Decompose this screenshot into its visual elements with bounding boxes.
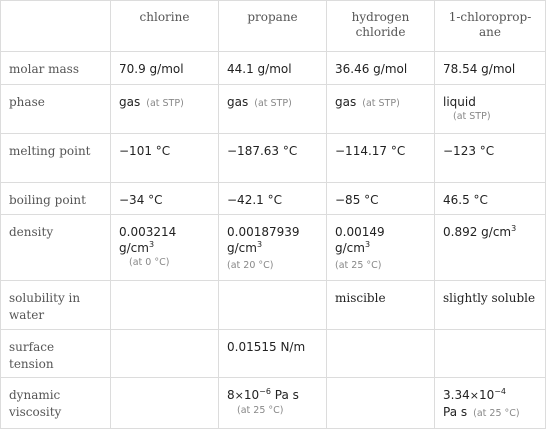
cell-value: 0.00187939 (227, 225, 300, 239)
table-cell (111, 85, 219, 134)
table-row (1, 85, 546, 134)
unit-exponent: 3 (148, 240, 155, 249)
table-cell: −123 °C (435, 134, 546, 183)
table-cell: 44.1 g/mol (219, 52, 327, 85)
table-cell (219, 378, 327, 429)
table-cell (219, 215, 327, 281)
unit-exponent: 3 (256, 240, 263, 249)
cell-value: 0.00149 (335, 225, 385, 239)
cell-mantissa: 3.34 (443, 388, 470, 402)
table-row (1, 215, 546, 281)
condition-note: (at STP) (453, 111, 491, 122)
condition-note: (at STP) (362, 98, 400, 109)
table-row (1, 378, 546, 429)
table-cell (111, 281, 219, 330)
table-cell: −42.1 °C (219, 183, 327, 215)
table-cell: 70.9 g/mol (111, 52, 219, 85)
cell-value: 0.003214 (119, 225, 177, 239)
table-cell: 78.54 g/mol (435, 52, 546, 85)
table-cell: 46.5 °C (435, 183, 546, 215)
table-cell: −101 °C (111, 134, 219, 183)
table-cell (435, 378, 546, 429)
table-cell: miscible (327, 281, 435, 330)
table-cell: slightly soluble (435, 281, 546, 330)
condition-note: (at STP) (146, 98, 184, 109)
table-cell (219, 281, 327, 330)
table-cell (435, 85, 546, 134)
cell-base: 10 (478, 388, 495, 402)
cell-unit: Pa s (443, 405, 468, 419)
table-row (1, 183, 546, 215)
times-sign: × (469, 389, 479, 402)
condition-note: (at 25 °C) (335, 260, 382, 271)
cell-mantissa: 8 (227, 388, 235, 402)
column-header-chlorine: chlorine (111, 1, 219, 52)
table-cell: −85 °C (327, 183, 435, 215)
row-label-solubility: solubility in water (1, 281, 111, 330)
cell-value: gas (335, 95, 357, 109)
row-label-surface-tension: surface tension (1, 330, 111, 378)
table-cell (327, 330, 435, 378)
column-header-propane: propane (219, 1, 327, 52)
condition-note: (at 25 °C) (237, 405, 284, 416)
condition-note: (at 20 °C) (227, 260, 274, 271)
unit-exponent: 3 (364, 240, 371, 249)
table-cell (111, 378, 219, 429)
value-exponent: −4 (494, 387, 507, 396)
table-cell (111, 330, 219, 378)
row-label-dynamic-viscosity: dynamic viscosity (1, 378, 111, 429)
column-header-hydrogen-chloride: hydrogen chloride (327, 1, 435, 52)
table-cell: −187.63 °C (219, 134, 327, 183)
times-sign: × (234, 389, 244, 402)
row-label-boiling-point: boiling point (1, 183, 111, 215)
condition-note: (at STP) (254, 98, 292, 109)
table-row (1, 330, 546, 378)
unit-exponent: 3 (511, 224, 517, 233)
table-row (1, 52, 546, 85)
corner-cell (1, 1, 111, 52)
table-cell (327, 378, 435, 429)
table-cell (327, 215, 435, 281)
table-cell: −114.17 °C (327, 134, 435, 183)
cell-unit: g/cm (335, 241, 365, 255)
condition-note: (at 25 °C) (473, 408, 520, 419)
row-label-phase: phase (1, 85, 111, 134)
cell-unit: g/cm (119, 241, 149, 255)
cell-unit: Pa s (274, 388, 299, 402)
row-label-molar-mass: molar mass (1, 52, 111, 85)
table-cell (435, 215, 546, 281)
value-exponent: −6 (259, 387, 271, 396)
table-cell (219, 85, 327, 134)
cell-value: gas (119, 95, 141, 109)
cell-value: 0.892 g/cm (443, 225, 512, 239)
table-cell: −34 °C (111, 183, 219, 215)
table-cell (327, 85, 435, 134)
table-cell (111, 215, 219, 281)
cell-base: 10 (243, 388, 260, 402)
table-cell (435, 330, 546, 378)
cell-unit: g/cm (227, 241, 257, 255)
cell-value: gas (227, 95, 249, 109)
table-row (1, 281, 546, 330)
row-label-melting-point: melting point (1, 134, 111, 183)
row-label-density: density (1, 215, 111, 281)
condition-note: (at 0 °C) (129, 257, 170, 268)
column-header-1-chloropropane: 1-chloropropane (435, 1, 546, 52)
table-row (1, 134, 546, 183)
header-row (1, 1, 546, 52)
table-cell: 0.01515 N/m (219, 330, 327, 378)
cell-value: liquid (443, 95, 476, 109)
table-cell: 36.46 g/mol (327, 52, 435, 85)
